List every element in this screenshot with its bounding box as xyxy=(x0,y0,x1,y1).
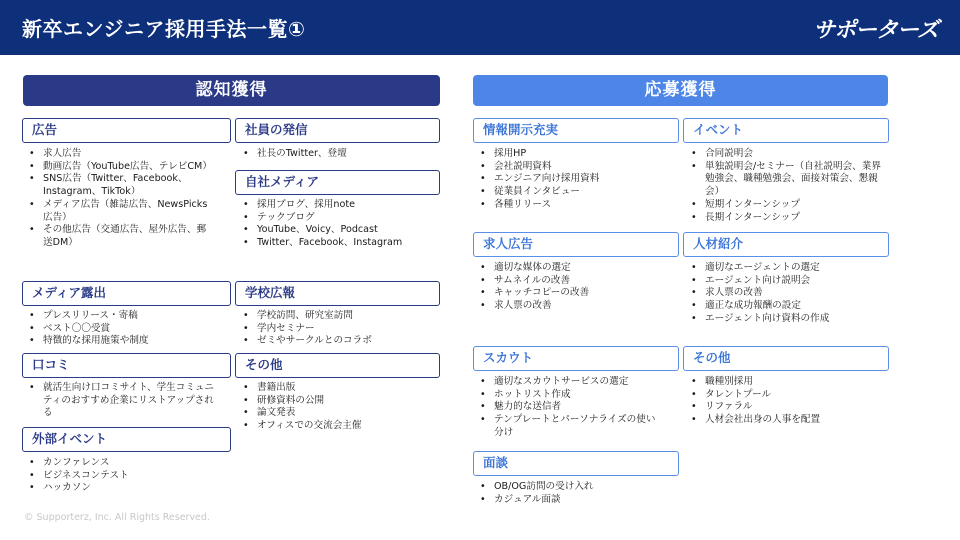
list-item: • カンファレンス xyxy=(27,457,227,470)
section-title-kuchikomi: 口コミ xyxy=(22,353,231,378)
list-item: • 長期インターンシップ xyxy=(689,212,884,225)
list-item: • メディア広告（雑誌広告、NewsPicks広告） xyxy=(27,199,212,224)
list-item: • 求人票の改善 xyxy=(478,300,673,313)
list-item: • 単独説明会/セミナー（自社説明会、業界勉強会、職種勉強会、面接対策会、懇親会） xyxy=(689,161,884,199)
list-item: • 求人票の改善 xyxy=(689,287,884,300)
list-item: • 人材会社出身の人事を配置 xyxy=(689,414,884,427)
list-sonota1 xyxy=(241,382,437,433)
list-item: • 適切なエージェントの選定 xyxy=(689,262,884,275)
list-item: • 動画広告（YouTube広告、テレビCM） xyxy=(27,161,212,174)
list-item: • ゼミやサークルとのコラボ xyxy=(241,335,437,348)
list-kuchikomi xyxy=(27,382,222,420)
list-item: • 採用HP xyxy=(478,148,673,161)
copyright-text: © Supporterz, Inc. All Rights Reserved. xyxy=(24,512,210,523)
list-koukoku xyxy=(27,148,212,250)
list-item: • 会社説明資料 xyxy=(478,161,673,174)
list-item: • ビジネスコンテスト xyxy=(27,470,227,483)
section-title-gakkou: 学校広報 xyxy=(235,281,440,306)
list-jisha xyxy=(241,199,440,250)
list-item: • 求人広告 xyxy=(27,148,212,161)
list-item: • エンジニア向け採用資料 xyxy=(478,173,673,186)
list-item: • 書籍出版 xyxy=(241,382,437,395)
list-scout xyxy=(478,376,658,440)
list-item: • YouTube、Voicy、Podcast xyxy=(241,224,440,237)
list-sonota2 xyxy=(689,376,884,427)
list-item: • 職種別採用 xyxy=(689,376,884,389)
list-item: • 特徴的な採用施策や制度 xyxy=(27,335,227,348)
list-item: • テンプレートとパーソナライズの使い分け xyxy=(478,414,658,439)
list-mendan xyxy=(478,481,673,506)
list-gakkou xyxy=(241,310,437,348)
list-jouhou xyxy=(478,148,673,212)
list-item: • テックブログ xyxy=(241,212,440,225)
list-item: • カジュアル面談 xyxy=(478,494,673,507)
list-item: • キャッチコピーの改善 xyxy=(478,287,673,300)
section-title-gaibu: 外部イベント xyxy=(22,427,231,452)
list-item: • 合同説明会 xyxy=(689,148,884,161)
section-title-scout: スカウト xyxy=(473,346,679,371)
section-title-shain: 社員の発信 xyxy=(235,118,440,143)
list-item: • エージェント向け資料の作成 xyxy=(689,313,884,326)
banner-awareness: 認知獲得 xyxy=(23,75,440,106)
section-title-jouhou: 情報開示充実 xyxy=(473,118,679,143)
list-item: • 従業員インタビュー xyxy=(478,186,673,199)
list-item: • 学校訪問、研究室訪問 xyxy=(241,310,437,323)
section-title-mendan: 面談 xyxy=(473,451,679,476)
list-item: • ハッカソン xyxy=(27,482,227,495)
list-item: • 各種リリース xyxy=(478,199,673,212)
list-gaibu xyxy=(27,457,227,495)
list-item: • 学内セミナー xyxy=(241,323,437,336)
list-item: • 適正な成功報酬の設定 xyxy=(689,300,884,313)
list-media xyxy=(27,310,227,348)
list-item: • 魅力的な送信者 xyxy=(478,401,658,414)
list-item: • ベスト〇〇受賞 xyxy=(27,323,227,336)
list-item: • 論文発表 xyxy=(241,407,437,420)
section-title-media: メディア露出 xyxy=(22,281,231,306)
section-title-kyujin: 求人広告 xyxy=(473,232,679,257)
list-item: • その他広告（交通広告、屋外広告、郵送DM） xyxy=(27,224,212,249)
list-jinzai xyxy=(689,262,884,326)
list-item: • 採用ブログ、採用note xyxy=(241,199,440,212)
list-kyujin xyxy=(478,262,673,313)
list-item: • 適切な媒体の選定 xyxy=(478,262,673,275)
list-item: • タレントプール xyxy=(689,389,884,402)
section-title-sonota2: その他 xyxy=(683,346,889,371)
list-item: • 社長のTwitter、登壇 xyxy=(241,148,437,161)
list-item: • 適切なスカウトサービスの選定 xyxy=(478,376,658,389)
list-item: • リファラル xyxy=(689,401,884,414)
list-item: • OB/OG訪問の受け入れ xyxy=(478,481,673,494)
banner-application: 応募獲得 xyxy=(473,75,888,106)
list-item: • 就活生向け口コミサイト、学生コミュニティのおすすめ企業にリストアップされる xyxy=(27,382,222,420)
section-title-jisha: 自社メディア xyxy=(235,170,440,195)
header-bar xyxy=(0,0,960,55)
list-shain xyxy=(241,148,437,161)
list-item: • エージェント向け説明会 xyxy=(689,275,884,288)
list-event xyxy=(689,148,884,224)
page-title: 新卒エンジニア採用手法一覧① xyxy=(22,17,306,41)
section-title-sonota1: その他 xyxy=(235,353,440,378)
list-item: • サムネイルの改善 xyxy=(478,275,673,288)
section-title-jinzai: 人材紹介 xyxy=(683,232,889,257)
list-item: • 短期インターンシップ xyxy=(689,199,884,212)
list-item: • プレスリリース・寄稿 xyxy=(27,310,227,323)
list-item: • オフィスでの交流会主催 xyxy=(241,420,437,433)
section-title-koukoku: 広告 xyxy=(22,118,231,143)
list-item: • Twitter、Facebook、Instagram xyxy=(241,237,440,250)
list-item: • SNS広告（Twitter、Facebook、Instagram、TikTok） xyxy=(27,173,212,198)
list-item: • ホットリスト作成 xyxy=(478,389,658,402)
section-title-event: イベント xyxy=(683,118,889,143)
brand-logo: サポーターズ xyxy=(813,18,938,43)
list-item: • 研修資料の公開 xyxy=(241,395,437,408)
